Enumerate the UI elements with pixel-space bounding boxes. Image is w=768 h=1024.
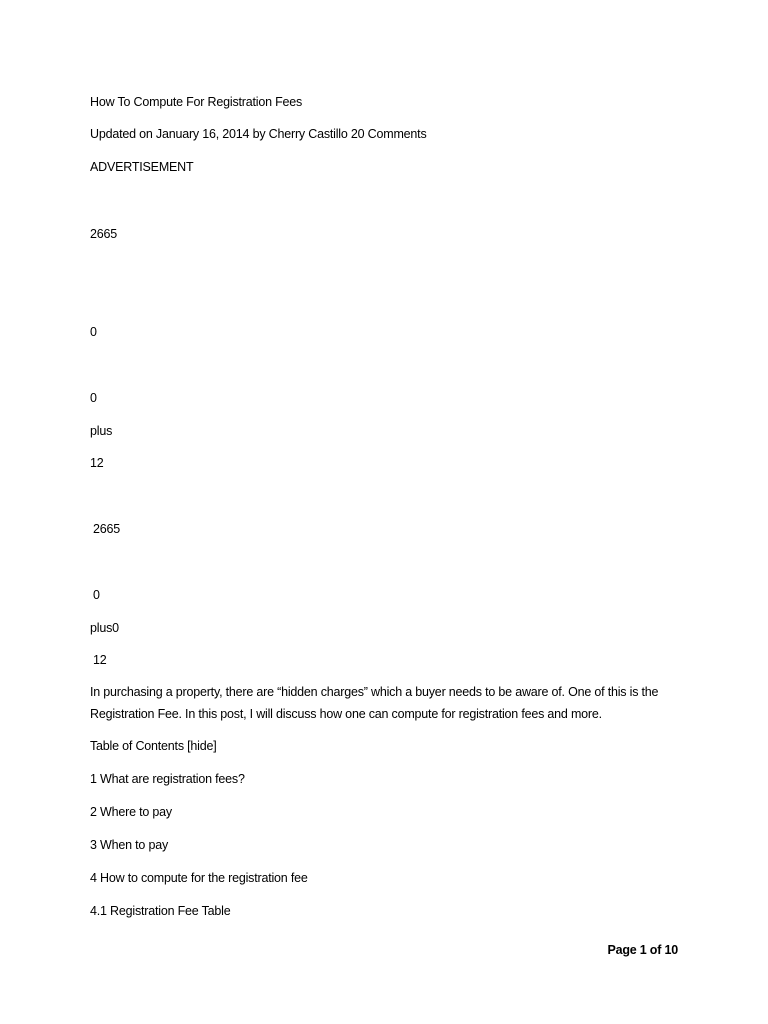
share-count-zero: 0 [90, 391, 97, 405]
page-number: Page 1 of 10 [607, 943, 678, 957]
article-byline: Updated on January 16, 2014 by Cherry Castillo 20 Comments [90, 127, 427, 141]
toc-item: 4.1 Registration Fee Table [90, 904, 231, 918]
toc-item: 3 When to pay [90, 838, 169, 852]
share-count: 2665 [93, 522, 121, 536]
toc-item: 4 How to compute for the registration fee [90, 871, 308, 885]
share-count: 2665 [90, 227, 118, 241]
share-count-zero: 0 [93, 588, 100, 602]
toc-heading: Table of Contents [hide] [90, 739, 217, 753]
article-title: How To Compute For Registration Fees [90, 95, 303, 109]
share-plus-label: plus0 [90, 621, 119, 635]
share-count-twelve: 12 [90, 456, 104, 470]
intro-paragraph: In purchasing a property, there are “hidden charges” which a buyer needs to be aware of. One of this is the Registration Fee. In this post, I will discuss how one can compute for registration fees and more. [90, 685, 659, 721]
share-count-twelve: 12 [93, 653, 107, 667]
toc-item: 1 What are registration fees? [90, 772, 245, 786]
advertisement-label: ADVERTISEMENT [90, 160, 194, 174]
share-count-zero: 0 [90, 325, 97, 339]
share-plus-label: plus [90, 424, 113, 438]
toc-item: 2 Where to pay [90, 805, 172, 819]
